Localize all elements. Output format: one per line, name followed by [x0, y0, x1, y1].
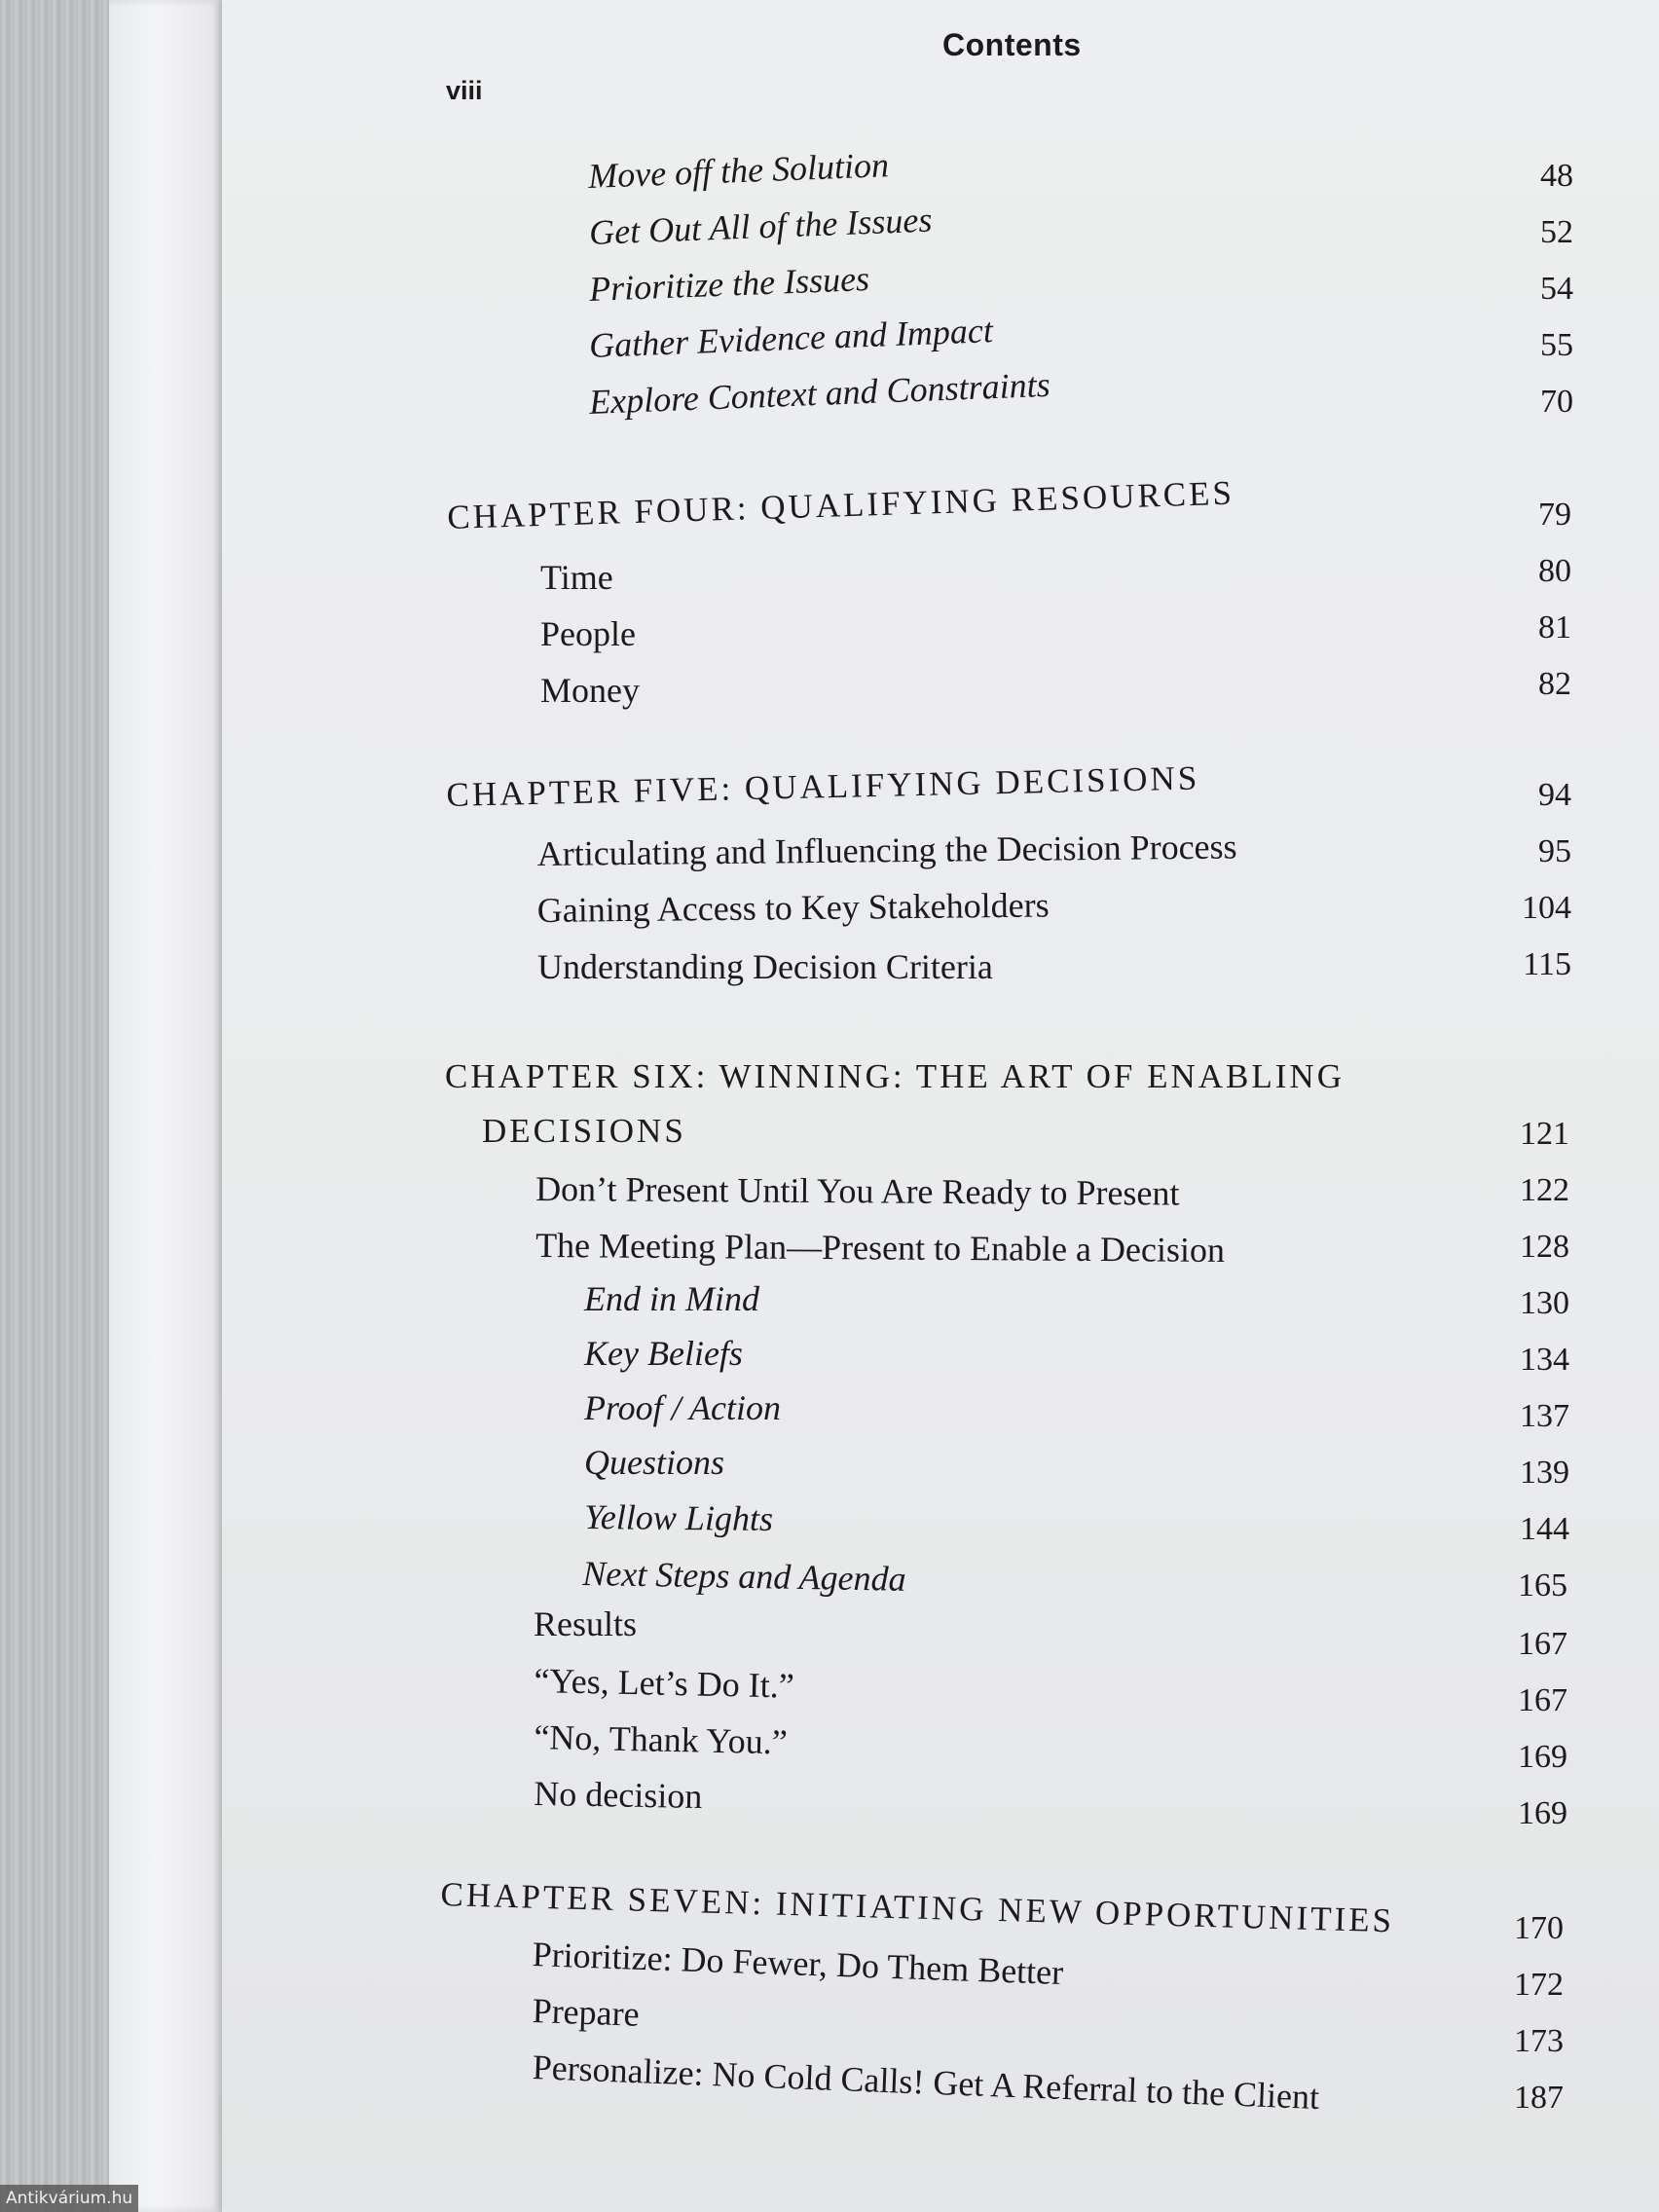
toc-page-number: 170 — [1514, 1910, 1564, 1946]
toc-page-number: 144 — [1520, 1511, 1569, 1547]
toc-entry: The Meeting Plan—Present to Enable a Decision — [535, 1226, 1226, 1270]
page-edges — [109, 0, 226, 2212]
toc-page-number: 52 — [1540, 214, 1573, 250]
toc-page-number: 137 — [1520, 1398, 1569, 1434]
toc-page-number: 48 — [1540, 158, 1573, 194]
toc-entry: “Yes, Let’s Do It.” — [534, 1661, 795, 1706]
toc-page-number: 81 — [1538, 609, 1571, 645]
toc-page-number: 115 — [1523, 946, 1571, 982]
toc-entry: Articulating and Influencing the Decision Process — [536, 827, 1237, 874]
toc-page-number: 70 — [1540, 384, 1573, 420]
toc-chapter-heading-continued: DECISIONS — [482, 1112, 686, 1150]
page-number: viii — [446, 76, 483, 105]
toc-page-number: 80 — [1538, 553, 1571, 589]
running-title: Contents — [942, 27, 1082, 62]
toc-page-number: 128 — [1520, 1229, 1569, 1265]
toc-page-number: 54 — [1540, 271, 1573, 307]
toc-entry: Proof / Action — [584, 1388, 781, 1427]
toc-page-number: 187 — [1514, 2080, 1564, 2116]
toc-page-number: 169 — [1518, 1795, 1567, 1831]
toc-page-number: 82 — [1538, 666, 1571, 702]
toc-entry: “No, Thank You.” — [534, 1717, 789, 1762]
toc-entry: Don’t Present Until You Are Ready to Present — [535, 1169, 1180, 1213]
toc-entry: Personalize: No Cold Calls! Get A Referral to the Client — [532, 2047, 1320, 2118]
toc-entry: Money — [540, 671, 640, 710]
toc-chapter-heading: CHAPTER SEVEN: INITIATING NEW OPPORTUNITIES — [440, 1875, 1395, 1940]
toc-entry: Prioritize: Do Fewer, Do Them Better — [532, 1935, 1064, 1993]
toc-entry: Yellow Lights — [584, 1497, 774, 1539]
toc-entry: Prioritize the Issues — [588, 258, 870, 310]
toc-entry: No decision — [534, 1774, 703, 1817]
toc-chapter-heading: CHAPTER FOUR: QUALIFYING RESOURCES — [446, 473, 1235, 537]
toc-page-number: 167 — [1518, 1626, 1567, 1662]
toc-page-number: 95 — [1538, 833, 1571, 869]
toc-chapter-heading: CHAPTER FIVE: QUALIFYING DECISIONS — [446, 758, 1200, 815]
toc-entry: Key Beliefs — [584, 1334, 743, 1373]
toc-entry: Results — [534, 1604, 638, 1643]
toc-page-number: 165 — [1518, 1567, 1567, 1604]
toc-page-number: 94 — [1538, 777, 1571, 813]
toc-page-number: 55 — [1540, 327, 1573, 363]
toc-entry: Understanding Decision Criteria — [537, 947, 993, 986]
toc-chapter-heading: CHAPTER SIX: WINNING: THE ART OF ENABLING — [445, 1057, 1345, 1095]
toc-page-number: 139 — [1520, 1455, 1569, 1491]
toc-entry: Gather Evidence and Impact — [588, 311, 994, 366]
toc-page-number: 79 — [1538, 497, 1571, 533]
toc-entry: Time — [540, 558, 613, 597]
toc-page-number: 169 — [1518, 1739, 1567, 1775]
toc-entry: Next Steps and Agenda — [582, 1554, 906, 1599]
toc-entry: Prepare — [532, 1991, 641, 2034]
toc-page-number: 173 — [1514, 2023, 1564, 2059]
toc-entry: People — [540, 614, 636, 653]
toc-entry: End in Mind — [584, 1279, 759, 1318]
watermark: Antikvárium.hu — [0, 2185, 138, 2212]
toc-entry: Move off the Solution — [587, 145, 890, 197]
toc-page-number: 122 — [1520, 1172, 1569, 1208]
toc-entry: Gaining Access to Key Stakeholders — [536, 885, 1050, 931]
toc-entry: Explore Context and Constraints — [588, 364, 1051, 423]
background-surface — [0, 0, 117, 2212]
toc-page-number: 130 — [1520, 1285, 1569, 1321]
toc-page-number: 104 — [1522, 890, 1571, 926]
toc-page-number: 172 — [1514, 1967, 1564, 2003]
toc-page-number: 134 — [1520, 1342, 1569, 1378]
toc-entry: Get Out All of the Issues — [588, 200, 934, 253]
toc-entry: Questions — [584, 1443, 724, 1482]
toc-page-number: 121 — [1520, 1116, 1569, 1152]
toc-page-number: 167 — [1518, 1682, 1567, 1718]
